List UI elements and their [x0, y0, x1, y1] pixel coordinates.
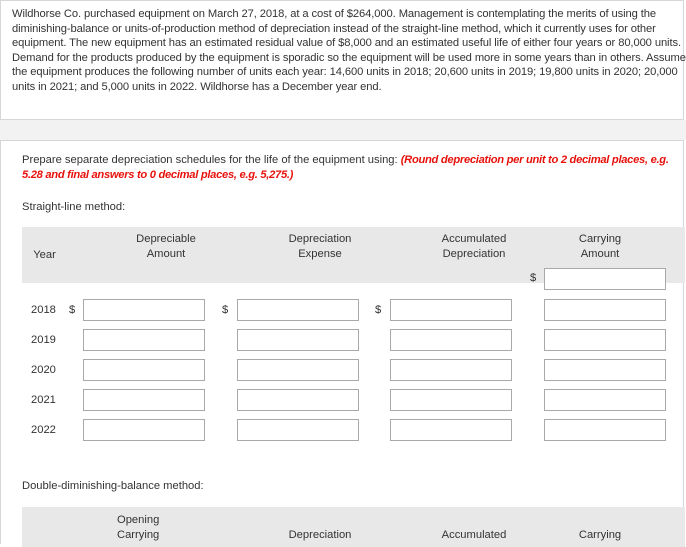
opening-carrying-amount-input[interactable] [544, 268, 666, 290]
depreciation-expense-2020-input[interactable] [237, 359, 359, 381]
accumulated-depreciation-2021-input[interactable] [390, 389, 512, 411]
rounding-note: (Round depreciation per unit to 2 decimal places, e.g. 5.28 and final answers to 0 decimal places, e.g. 5,275.) [22, 154, 669, 181]
header-depreciation: Depreciation [288, 529, 352, 541]
year-label-2018: 2018 [31, 304, 56, 316]
depreciation-expense-2018-input[interactable] [237, 299, 359, 321]
header-depreciable-amount: Depreciable Amount [136, 233, 196, 260]
carrying-amount-2020-input[interactable] [544, 359, 666, 381]
currency-symbol: $ [530, 272, 537, 284]
instructions-text: Prepare separate depreciation schedules for the life of the equipment using: [22, 154, 401, 166]
header-accumulated: Accumulated [441, 529, 507, 541]
accumulated-depreciation-2020-input[interactable] [390, 359, 512, 381]
header-carrying: Carrying [578, 529, 622, 541]
depreciable-amount-2019-input[interactable] [83, 329, 205, 351]
problem-text: Wildhorse Co. purchased equipment on March 27, 2018, at a cost of $264,000. Management is contemplating the merits of using the diminishing-balance or units-of-production method of depreciation instead of the straight-line method, which it currently uses for other equipment. The new equipment has an estimated residual value of $8,000 and an estimated useful life of either four years or 80,000 units. Demand for the products produced by the equipment is sporadic so the equipment will be used more in some years than in others. Assume the equipment produces the following number of units each year: 14,600 units in 2018; 20,600 units in 2019; 19,800 units in 2020; 20,000 units in 2021; and 5,000 units in 2022. Wildhorse has a December year end. [12, 8, 686, 93]
year-label-2021: 2021 [31, 394, 56, 406]
depreciation-expense-2019-input[interactable] [237, 329, 359, 351]
depreciation-expense-2022-input[interactable] [237, 419, 359, 441]
depreciation-expense-2021-input[interactable] [237, 389, 359, 411]
accumulated-depreciation-2018-input[interactable] [390, 299, 512, 321]
header-carrying-amount: Carrying Amount [578, 233, 622, 260]
straight-line-title: Straight-line method: [22, 201, 126, 213]
answer-panel [0, 140, 684, 544]
currency-symbol: $ [222, 304, 229, 316]
header-year: Year [33, 249, 56, 261]
carrying-amount-2022-input[interactable] [544, 419, 666, 441]
header-accumulated-depreciation: Accumulated Depreciation [441, 233, 507, 260]
double-diminishing-header [22, 507, 685, 547]
currency-symbol: $ [375, 304, 382, 316]
depreciable-amount-2018-input[interactable] [83, 299, 205, 321]
instructions [22, 153, 682, 182]
depreciable-amount-2020-input[interactable] [83, 359, 205, 381]
year-label-2020: 2020 [31, 364, 56, 376]
carrying-amount-2018-input[interactable] [544, 299, 666, 321]
accumulated-depreciation-2019-input[interactable] [390, 329, 512, 351]
carrying-amount-2021-input[interactable] [544, 389, 666, 411]
carrying-amount-2019-input[interactable] [544, 329, 666, 351]
header-depreciation-expense: Depreciation Expense [288, 233, 352, 260]
depreciable-amount-2022-input[interactable] [83, 419, 205, 441]
header-opening-carrying: Opening Carrying [117, 514, 160, 541]
depreciable-amount-2021-input[interactable] [83, 389, 205, 411]
currency-symbol: $ [69, 304, 76, 316]
section-divider [0, 120, 686, 140]
year-label-2022: 2022 [31, 424, 56, 436]
accumulated-depreciation-2022-input[interactable] [390, 419, 512, 441]
problem-statement [0, 0, 684, 120]
double-diminishing-title: Double-diminishing-balance method: [22, 480, 204, 492]
year-label-2019: 2019 [31, 334, 56, 346]
